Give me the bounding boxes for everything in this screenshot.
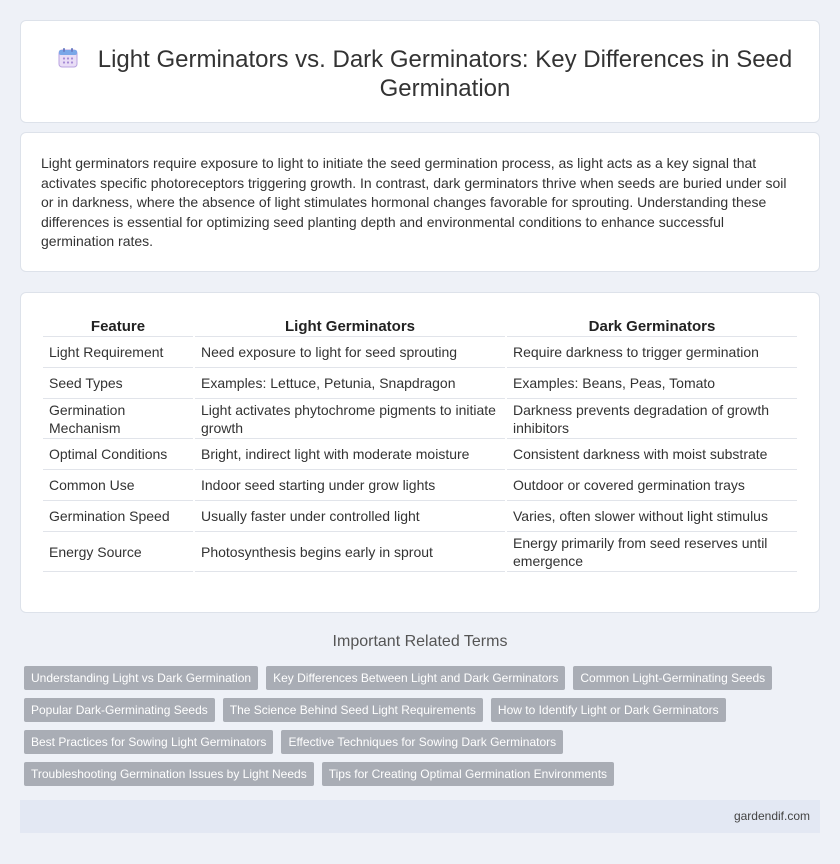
table-row [43,399,797,439]
comparison-card [20,292,820,613]
comparison-table [41,317,799,572]
table-cell: Consistent darkness with moist substrate [507,439,797,470]
table-header-row [43,317,797,337]
table-cell: Need exposure to light for seed sprouting [195,337,505,368]
table-cell: Bright, indirect light with moderate moisture [195,439,505,470]
footer-site-link[interactable]: gardendif.com [733,809,810,823]
footer [20,800,820,833]
table-cell: Outdoor or covered germination trays [507,470,797,501]
table-cell: Photosynthesis begins early in sprout [195,532,505,572]
column-header: Light Germinators [195,317,505,337]
table-row [43,337,797,368]
table-cell: Light Requirement [43,337,193,368]
table-cell: Darkness prevents degradation of growth inhibitors [507,399,797,439]
table-cell: Germination Mechanism [43,399,193,439]
related-term-tag[interactable]: Best Practices for Sowing Light Germinators [24,730,273,754]
table-row [43,439,797,470]
related-term-tag[interactable]: Key Differences Between Light and Dark Germinators [266,666,565,690]
table-cell: Indoor seed starting under grow lights [195,470,505,501]
table-cell: Light activates phytochrome pigments to initiate growth [195,399,505,439]
table-row [43,368,797,399]
table-cell: Examples: Beans, Peas, Tomato [507,368,797,399]
table-cell: Usually faster under controlled light [195,501,505,532]
related-terms-list [24,666,824,786]
table-cell: Require darkness to trigger germination [507,337,797,368]
table-row [43,501,797,532]
related-term-tag[interactable]: Popular Dark-Germinating Seeds [24,698,215,722]
table-cell: Germination Speed [43,501,193,532]
table-cell: Energy primarily from seed reserves until emergence [507,532,797,572]
related-terms-heading: Important Related Terms [332,633,508,650]
table-row [43,470,797,501]
table-row [43,532,797,572]
table-cell: Common Use [43,470,193,501]
column-header: Feature [43,317,193,337]
related-term-tag[interactable]: How to Identify Light or Dark Germinators [491,698,726,722]
related-term-tag[interactable]: The Science Behind Seed Light Requirements [223,698,483,722]
header-card [20,20,820,123]
table-cell: Seed Types [43,368,193,399]
intro-paragraph: Light germinators require exposure to light to initiate the seed germination process, as light acts as a key signal that activates specific photoreceptors triggering growth. In contrast, dark germinators thrive when seeds are buried under soil or in darkness, where the absence of light stimulates hormonal changes favorable for sprouting. Understanding these differences is essential for optimizing seed planting depth and environmental conditions to enhance successful germination rates. [41,155,787,249]
related-term-tag[interactable]: Troubleshooting Germination Issues by Light Needs [24,762,314,786]
related-term-tag[interactable]: Tips for Creating Optimal Germination Environments [322,762,614,786]
column-header: Dark Germinators [507,317,797,337]
table-cell: Examples: Lettuce, Petunia, Snapdragon [195,368,505,399]
intro-card [20,132,820,272]
related-term-tag[interactable]: Effective Techniques for Sowing Dark Germinators [281,730,563,754]
table-cell: Varies, often slower without light stimulus [507,501,797,532]
table-cell: Optimal Conditions [43,439,193,470]
table-cell: Energy Source [43,532,193,572]
related-term-tag[interactable]: Understanding Light vs Dark Germination [24,666,258,690]
page-title: Light Germinators vs. Dark Germinators: Key Differences in Seed Germination [97,46,793,102]
related-term-tag[interactable]: Common Light-Germinating Seeds [573,666,772,690]
